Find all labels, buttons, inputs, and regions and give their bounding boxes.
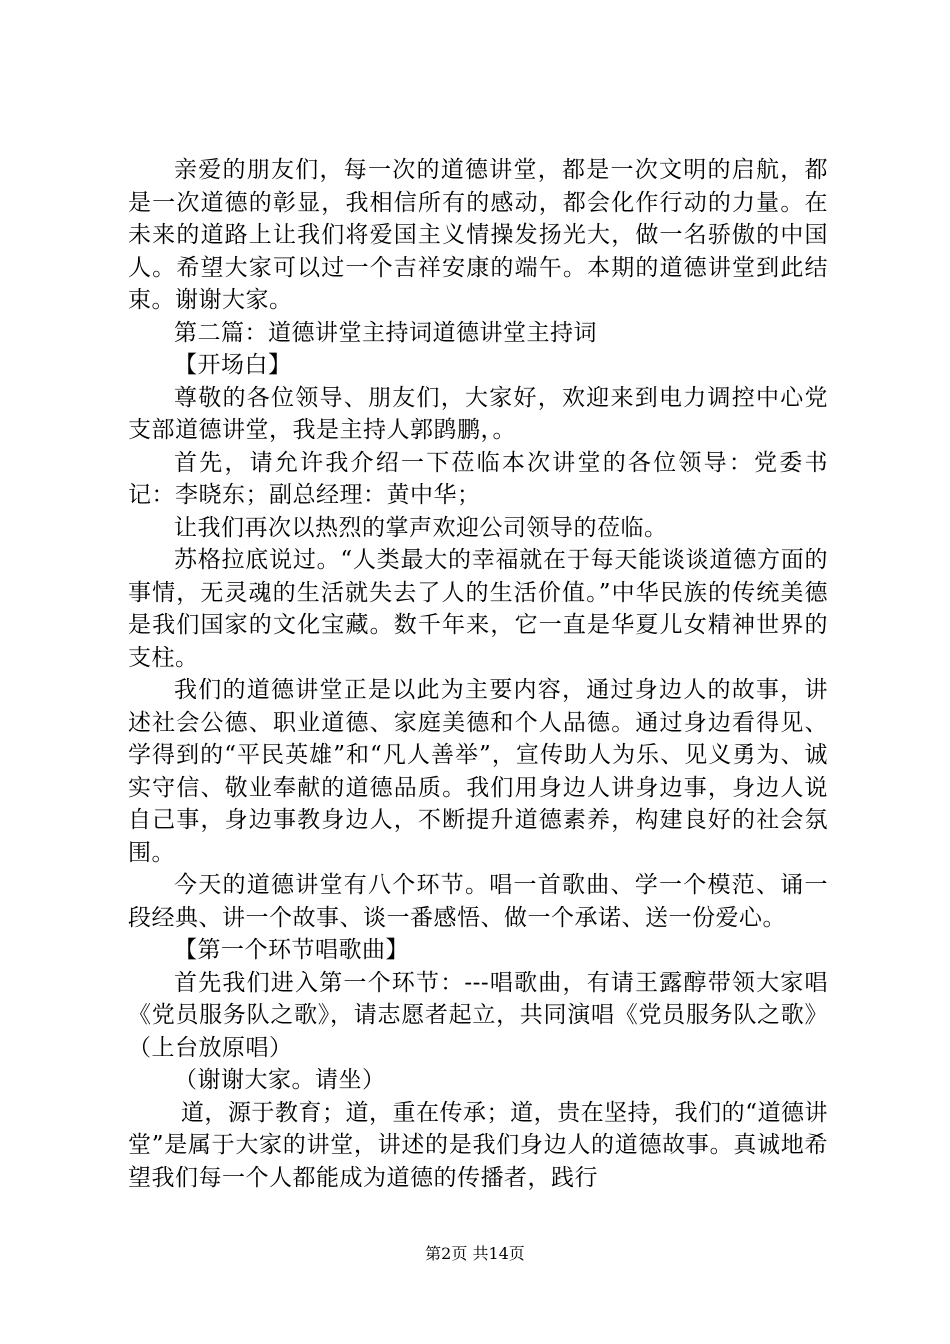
page-number-footer: 第2页 共14页 bbox=[425, 1244, 525, 1263]
first-section-heading: 【第一个环节唱歌曲】 bbox=[174, 937, 409, 963]
paragraph-applause: 让我们再次以热烈的掌声欢迎公司领导的莅临。 bbox=[174, 514, 668, 541]
paragraph-leaders-intro: 首先，请允许我介绍一下莅临本次讲堂的各位领导：党委书记：李晓东；副总经理：黄中华； bbox=[128, 449, 828, 508]
paragraph-closing-remarks: 亲爱的朋友们，每一次的道德讲堂，都是一次文明的启航，都是一次道德的彰显，我相信所有的感动，都会化作行动的力量。在未来的道路上让我们将爱国主义情操发扬光大，做一名骄傲的中国人。希望大家可以过一个吉祥安康的端午。本期的道德讲堂到此结束。谢谢大家。 bbox=[128, 157, 828, 313]
paragraph-please-sit: （谢谢大家。请坐） bbox=[174, 1067, 386, 1093]
paragraph-lecture-content: 我们的道德讲堂正是以此为主要内容，通过身边人的故事，讲述社会公德、职业道德、家庭美德和个人品德。通过身边看得见、学得到的“平民英雄”和“凡人善举”，宣传助人为乐、见义勇为、诚实守信、敬业奉献的道德品质。我们用身边人讲身边事，身边人说自己事，身边事教身边人，不断提升道德素养，构建良好的社会氛围。 bbox=[128, 677, 828, 866]
section-title: 第二篇：道德讲堂主持词道德讲堂主持词 bbox=[174, 319, 597, 346]
document-body bbox=[128, 154, 828, 1194]
opening-heading: 【开场白】 bbox=[174, 352, 292, 378]
paragraph-song-intro: 首先我们进入第一个环节：---唱歌曲，有请王露醇带领大家唱《党员服务队之歌》，请志愿者起立，共同演唱《党员服务队之歌》（上台放原唱） bbox=[128, 969, 828, 1061]
paragraph-greeting: 尊敬的各位领导、朋友们，大家好，欢迎来到电力调控中心党支部道德讲堂，我是主持人郭鹍鹏，。 bbox=[128, 384, 828, 443]
paragraph-eight-sections: 今天的道德讲堂有八个环节。唱一首歌曲、学一个模范、诵一段经典、讲一个故事、谈一番感悟、做一个承诺、送一份爱心。 bbox=[128, 872, 828, 931]
paragraph-socrates-quote: 苏格拉底说过。“人类最大的幸福就在于每天能谈谈道德方面的事情，无灵魂的生活就失去了人的生活价值。”中华民族的传统美德是我们国家的文化宝藏。数千年来，它一直是华夏儿女精神世界的支柱。 bbox=[128, 547, 828, 671]
paragraph-dao-education: 道，源于教育；道，重在传承；道，贵在坚持，我们的“道德讲堂”是属于大家的讲堂，讲述的是我们身边人的道德故事。真诚地希望我们每一个人都能成为道德的传播者，践行 bbox=[128, 1099, 828, 1191]
